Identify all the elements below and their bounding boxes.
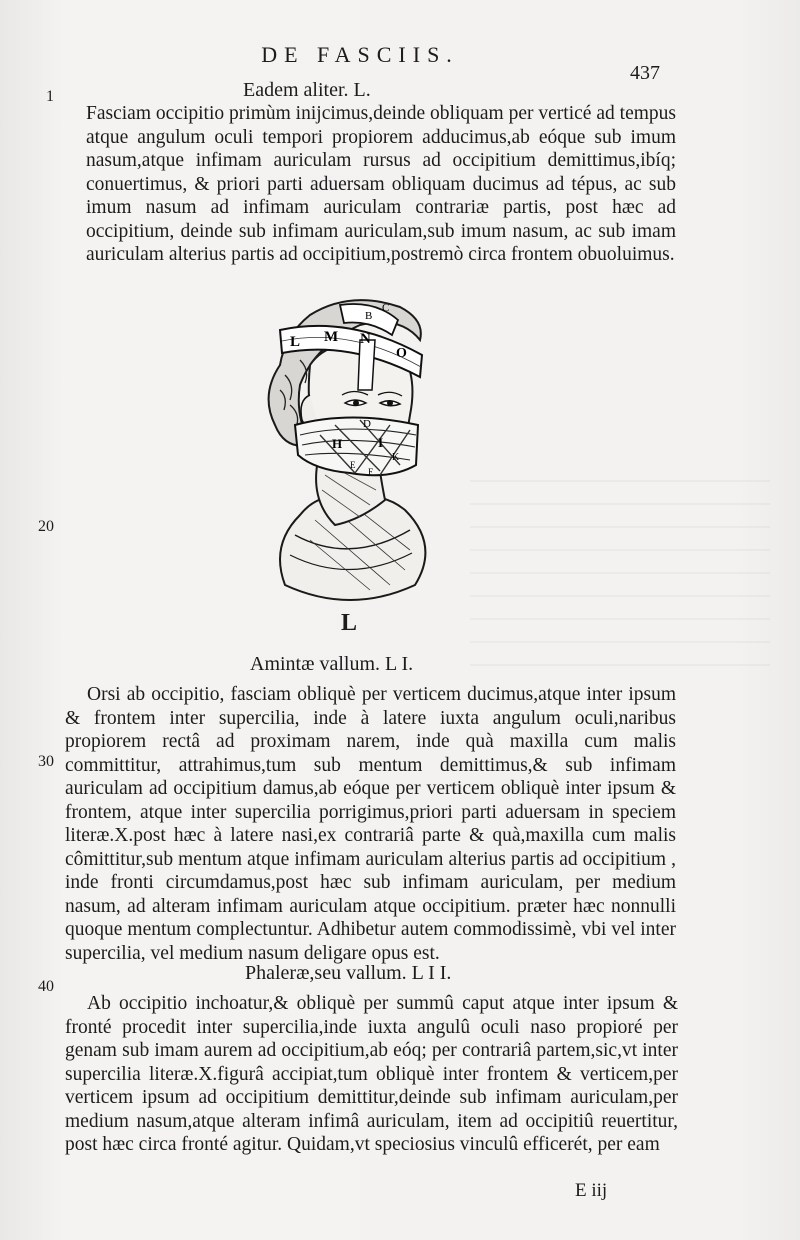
bandage-letter: K (392, 452, 400, 463)
bandage-letter: C (382, 302, 390, 314)
section-text-lii (65, 992, 678, 1157)
page-number: 437 (630, 62, 660, 84)
bandage-letter: H (332, 436, 343, 451)
margin-number-20: 20 (38, 518, 54, 535)
bandage-letter: O (396, 346, 407, 361)
section-title-l: Eadem aliter. L. (243, 79, 371, 101)
section-paragraph: Ab occipitio inchoatur,& obliquè per summû caput atque inter ipsum & fronté procedit inter supercilia,inde iuxta angulû oculi naso propioré per genam sub imam aurem ad occipitium,ab eóq; per contrariâ partem,sic,vt inter supercilia literæ.X.figurâ accipiat,tum obliquè inter frontem & verticem,per verticem ipsum ad occipitium demittitur,deinde sub infimam auriculam,per medium nasum,atque alteram infimâ auriculam, item ad occipitiû reuertitur, post hæc circa fronté agitur. Quidam,vt speciosius vinculû efficerét, per eam (65, 993, 678, 1155)
section-title-lii: Phaleræ,seu vallum. L I I. (245, 962, 452, 984)
section-paragraph: Orsi ab occipitio, fasciam obliquè per verticem ducimus,atque inter ipsum & frontem inter supercilia, inde à latere iuxta angulum oculi,naribus propiorem rectâ ad proximam narem, inde quà maxilla cum malis committitur, attrahimus,tum sub mentum demittimus,& sub infimam auriculam ad occipitium damus,ab eóque per verticem obliquè inter ipsum & frontem, atque inter supercilia porrigimus,priori parti aduersam in speciem literæ.X.post hæc à latere nasi,ex contrariâ parte & quà,maxilla cum malis cômittitur,sub mentum atque infimam auriculam alterius partis ad occipitium , inde fronti circumdamus,post hæc sub infimam auriculam, per medium nasum, ad alteram infimam auriculam atque occipitium. præter hæc nonnulli quoque mentum complectuntur. Adhibetur autem commodissimè, vbi vel inter supercilia, vel medium nasum deligare opus est. (65, 684, 676, 964)
running-head: DE FASCIIS. (261, 42, 459, 67)
bandage-letter: F (368, 467, 374, 477)
bandage-letter: E (350, 460, 356, 470)
signature-mark: E iij (575, 1180, 608, 1201)
margin-number-30: 30 (38, 753, 54, 770)
bandage-letter: N (360, 331, 371, 347)
bandage-letter: L (290, 334, 301, 350)
section-paragraph: Fasciam occipitio primùm inijcimus,deinde obliquam per verticé ad tempus atque angulum oculi tempori propiorem adducimus,ab eóque sub imum nasum,atque infimam auriculam rursus ad occipitium demittimus,ibíq; conuertimus, & priori parti aduersam obliquam ducimus ad tépus, ac sub imum nasum ad infimam auriculam contrariæ partis, post hæc ad occipitium, deinde sub infimam auriculam,sub imum nasum, ac sub imam auriculam alterius partis ad occipitium,postremò circa frontem obuoluimus. (86, 103, 676, 265)
margin-number-40: 40 (38, 978, 54, 995)
bandaged-head-woodcut (240, 285, 460, 615)
figure-label: L (341, 610, 358, 636)
show-through-block (470, 480, 770, 680)
bandage-letter: I (378, 435, 384, 450)
bandage-letter: B (365, 310, 373, 322)
section-text-li (65, 683, 676, 965)
section-title-li: Amintæ vallum. L I. (250, 653, 414, 675)
section-text-l (86, 102, 676, 267)
bandage-letter: D (363, 418, 371, 430)
bandage-letter: M (324, 329, 339, 345)
margin-number-1: 1 (46, 88, 54, 105)
